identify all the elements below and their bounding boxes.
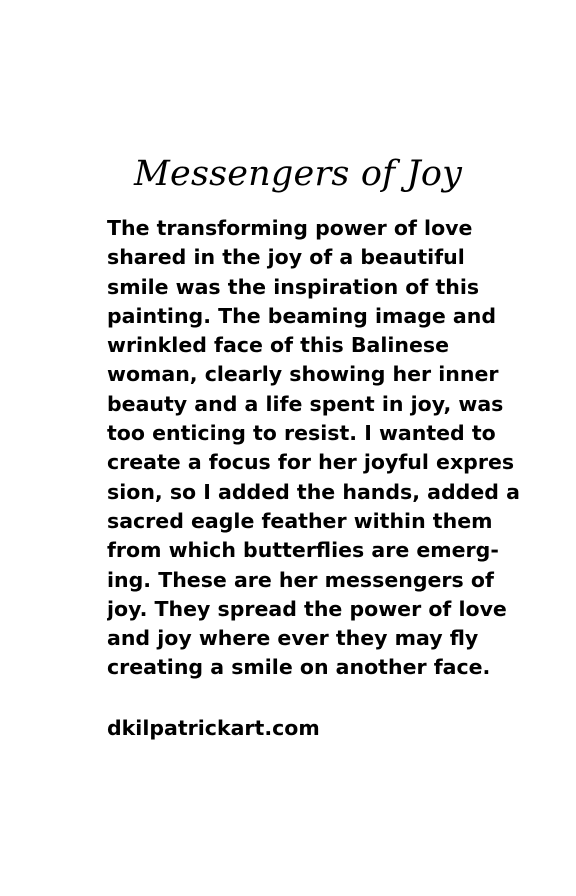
- description-line: The transforming power of love: [107, 216, 473, 240]
- description-line: shared in the joy of a beautiful: [107, 245, 465, 270]
- description-line: painting. The beaming image and: [107, 303, 497, 328]
- description-text: [107, 214, 576, 694]
- website-link[interactable]: dkilpatrickart.com: [107, 716, 320, 740]
- description-line: joy. They spread the power of love: [107, 596, 507, 621]
- description-line: smile was the inspiration of this: [107, 274, 480, 299]
- description-line: create a focus for her joyful expres: [107, 450, 515, 475]
- description-line: sion, so I added the hands, added a: [107, 479, 520, 504]
- description-line: sacred eagle feather within them: [107, 508, 493, 533]
- description-line: from which butterflies are emerg-: [107, 538, 499, 563]
- page-title: Messengers of Joy: [134, 154, 463, 194]
- description-line: woman, clearly showing her inner: [107, 362, 499, 387]
- description-line: ing. These are her messengers of: [107, 567, 494, 592]
- description-line: wrinkled face of this Balinese: [107, 333, 450, 358]
- description-line: too enticing to resist. I wanted to: [107, 421, 496, 446]
- description-line: beauty and a life spent in joy, was: [107, 391, 504, 416]
- description-line: and joy where ever they may fly: [107, 626, 479, 651]
- description-line: creating a smile on another face.: [107, 655, 491, 680]
